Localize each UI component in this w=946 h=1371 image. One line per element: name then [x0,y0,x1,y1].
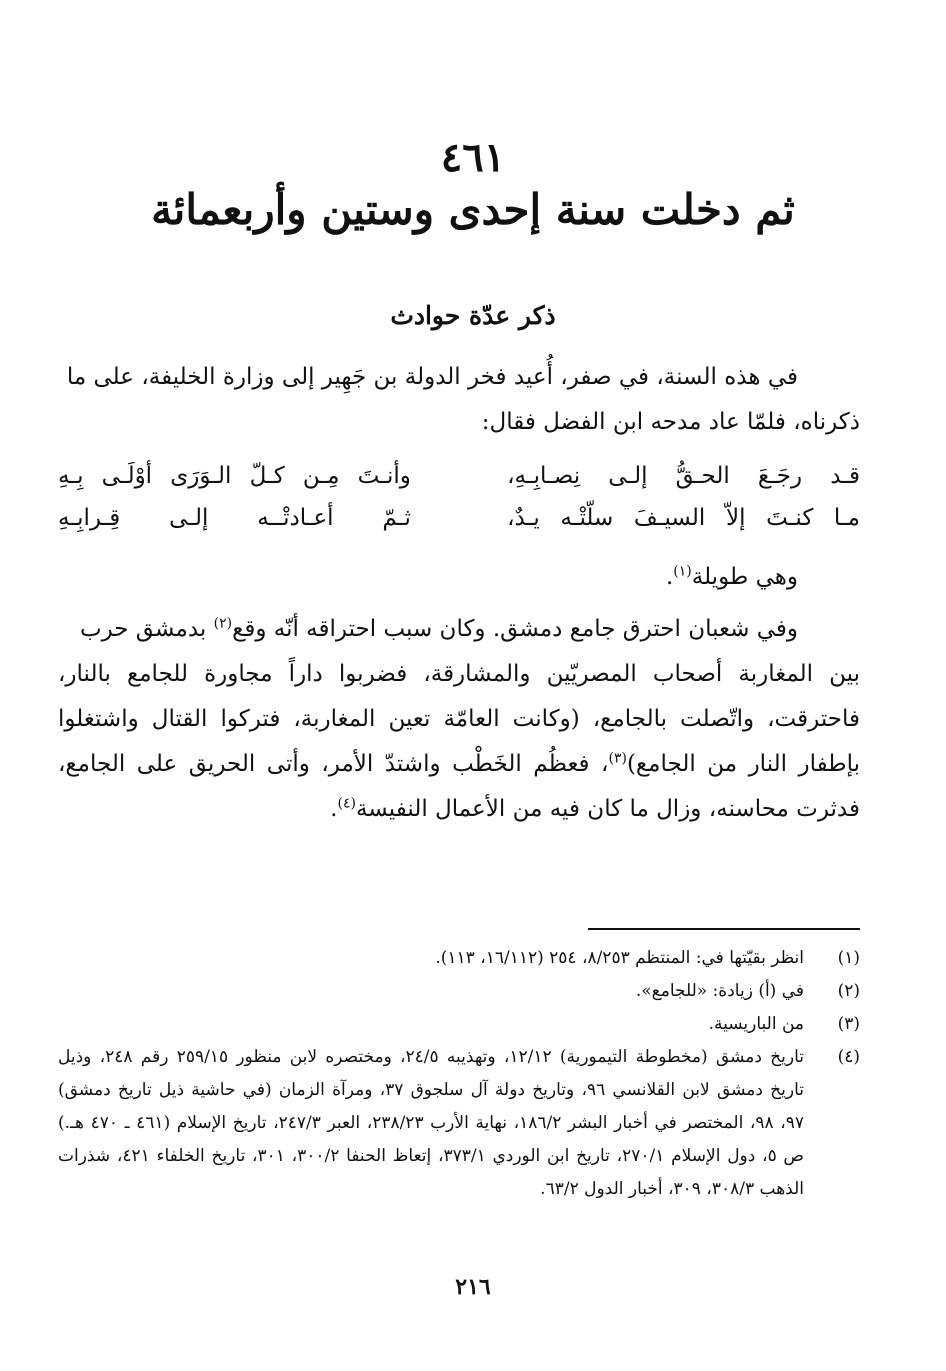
page-number: ٢١٦ [455,1274,491,1300]
verse-first-hemistich: قـد رجَـعَ الحـقُّ إلـى نِصـابِـهِ، [507,463,860,489]
verse-second-hemistich: ثـمّ أعـادتْــه إلـى قِـرابِـهِ [58,505,411,531]
verse-row [58,455,860,497]
footnote-ref-4[interactable]: (٤) [337,795,356,812]
verse-second-hemistich: وأنـتَ مِـن كـلّ الـوَرَى أوْلَـى بِـهِ [58,463,411,489]
footnote-text: انظر بقيّتها في: المنتظم ٨/٢٥٣، ٢٥٤ (١٦/١١٢، ١١٣). [435,948,804,968]
footnote-ref-3[interactable]: (٣) [608,750,627,767]
footnote-item [58,1008,860,1041]
footnotes [58,942,860,1206]
paragraph-3-line-1-b: بدمشق حرب [79,616,214,642]
year-number: ٤٦١ [440,134,506,181]
footnote-text: تاريخ دمشق (مخطوطة التيمورية) ١٢/١٢، وتهذيبه ٢٤/٥، ومختصره لابن منظور ٢٥٩/١٥ رقم ٢٤٨، وذيل تاريخ دمشق لابن القلانسي ٩٦، وتاريخ دولة آل سلجوق ٣٧، ومرآة الزمان (في حاشية ذيل تاريخ دمشق) ٩٧، ٩٨، المختصر في أخبار البشر ١٨٦/٢، نهاية الأرب ٢٣٨/٢٣، العبر ٢٤٧/٣، تاريخ الإسلام (٤٦١ ـ ٤٧٠ هـ.) ص ٥، دول الإسلام ٢٧٠/١، تاريخ ابن الوردي ٣٧٣/١، إتعاظ الحنفا ٣٠٠/٢، ٣٠١، تاريخ الخلفاء ٤٢١، شذرات الذهب ٣٠٨/٣، ٣٠٩، أخبار الدول ٦٣/٢. [58,1047,804,1199]
verse-row [58,497,860,539]
paragraph-3-line-4-a: بإطفار النار من الجامع) [626,751,860,777]
paragraph-3-line-4-b: ، فعظُم الخَطْب واشتدّ الأمر، وأتى الحريق على الجامع، [58,751,609,777]
footnote-number: (٢) [837,981,860,1001]
footnote-text: من الباريسية. [708,1014,804,1034]
poem-verses [58,455,860,539]
footnote-ref-1[interactable]: (١) [673,563,692,580]
footnote-number: (٣) [837,1014,860,1034]
paragraph-3-line-1 [58,607,860,652]
paragraph-1-line-1: في هذه السنة، في صفر، أُعيد فخر الدولة بن جَهِير إلى وزارة الخليفة، على ما [66,364,798,390]
verse-first-hemistich: مـا كنـتَ إلاّ السيـفَ سلّتْـه يـدٌ، [507,505,860,531]
paragraph-1 [58,355,860,445]
paragraph-3-line-5-a: فدثرت محاسنه، وزال ما كان فيه من الأعمال النفيسة [355,796,860,822]
footnote-divider [588,928,860,930]
footnote-item [58,942,860,975]
footnote-number: (٤) [837,1047,860,1067]
paragraph-2-text: وهي طويلة [691,564,798,590]
footnote-item [58,1041,860,1206]
footnote-ref-2[interactable]: (٢) [213,615,233,632]
paragraph-2-end: . [665,564,674,590]
paragraph-3-line-5-b: . [330,796,338,822]
footnote-number: (١) [837,948,860,968]
paragraph-3-line-1-a: وفي شعبان احترق جامع دمشق. وكان سبب احتراقه أنّه وقع [232,616,798,642]
paragraph-3-line-2: بين المغاربة أصحاب المصريّين والمشارقة، فضربوا داراً مجاورة للجامع بالنار، [58,661,860,687]
paragraph-1-line-2: ذكرناه، فلمّا عاد مدحه ابن الفضل فقال: [481,409,860,435]
section-heading: ذكر عدّة حوادث [390,301,556,330]
footnote-item [58,975,860,1008]
chapter-title: ثم دخلت سنة إحدى وستين وأربعمائة [151,185,795,234]
footnote-text: في (أ) زيادة: «للجامع». [635,981,804,1001]
paragraph-3 [58,607,860,832]
paragraph-2 [58,555,798,600]
paragraph-3-line-3: فاحترقت، واتّصلت بالجامع، (وكانت العامّة تعين المغاربة، فتركوا القتال واشتغلوا [58,706,860,732]
